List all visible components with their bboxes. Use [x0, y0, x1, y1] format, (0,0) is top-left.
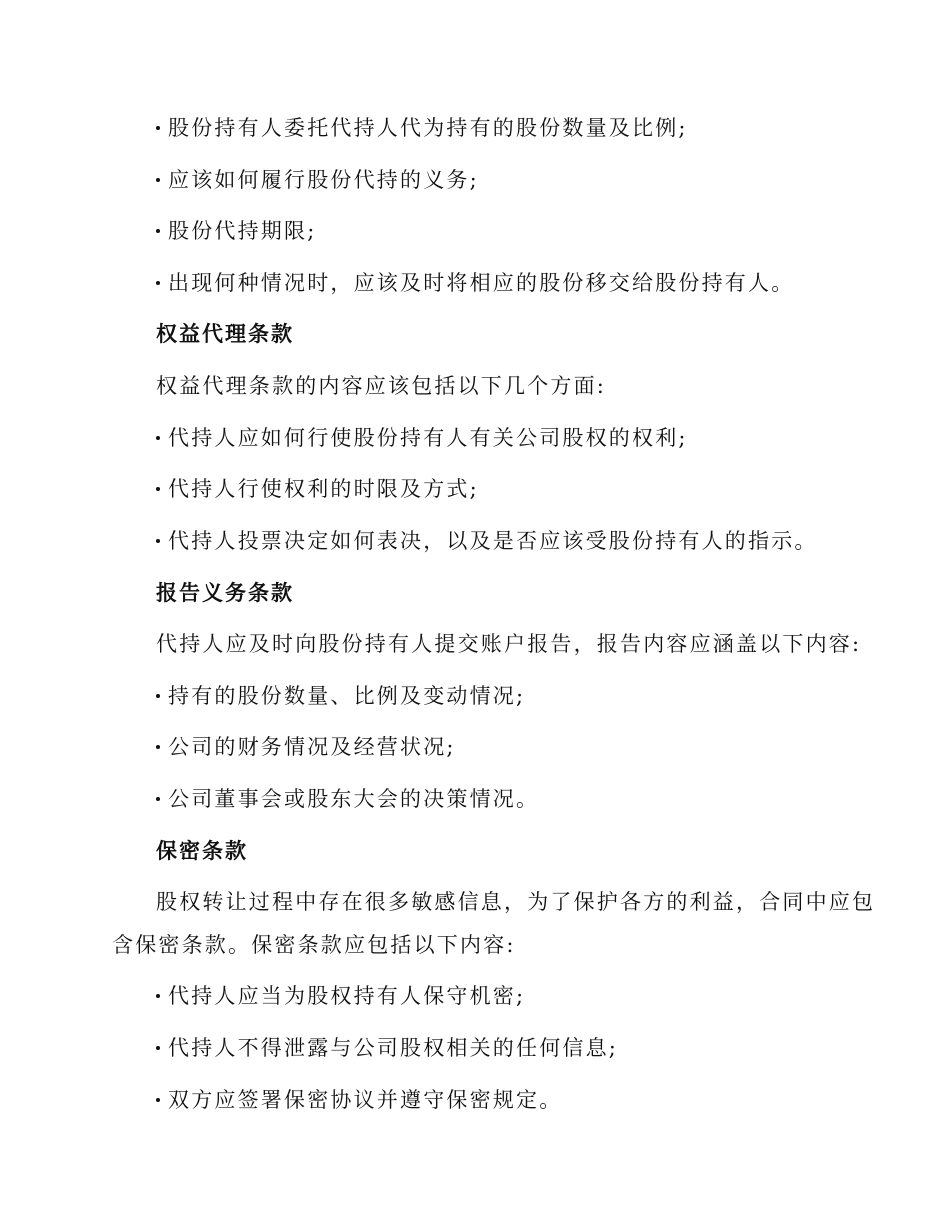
bullet-dot: [156, 126, 160, 130]
paragraph: 代持人应及时向股份持有人提交账户报告，报告内容应涵盖以下内容:: [156, 632, 862, 656]
section-heading: 权益代理条款: [156, 321, 294, 346]
paragraph: 股权转让过程中存在很多敏感信息，为了保护各方的利益，合同中应包: [156, 890, 876, 914]
bullet-dot: [156, 229, 160, 233]
bullet-item: [156, 981, 525, 1011]
paragraph-continuation: 含保密条款。保密条款应包括以下内容:: [112, 933, 516, 957]
bullet-item: [156, 474, 479, 504]
bullet-item: [156, 268, 794, 298]
bullet-item: [156, 113, 688, 143]
bullet-dot: [156, 1046, 160, 1050]
bullet-text: 代持人应当为股权持有人保守机密;: [168, 984, 526, 1008]
bullet-item: [156, 681, 525, 711]
bullet-dot: [156, 694, 160, 698]
section-heading: 保密条款: [156, 838, 248, 863]
bullet-dot: [156, 797, 160, 801]
section-heading: 报告义务条款: [156, 580, 294, 605]
bullet-text: 双方应签署保密协议并遵守保密规定。: [168, 1088, 563, 1112]
bullet-item: [156, 165, 479, 195]
bullet-dot: [156, 487, 160, 491]
bullet-item: [156, 526, 818, 556]
bullet-dot: [156, 281, 160, 285]
bullet-text: 股份代持期限;: [168, 219, 317, 243]
bullet-item: [156, 1033, 618, 1063]
paragraph: 权益代理条款的内容应该包括以下几个方面:: [156, 374, 607, 398]
bullet-item: [156, 216, 316, 246]
bullet-text: 代持人不得泄露与公司股权相关的任何信息;: [168, 1036, 619, 1060]
bullet-text: 代持人投票决定如何表决，以及是否应该受股份持有人的指示。: [168, 529, 818, 553]
bullet-dot: [156, 539, 160, 543]
bullet-item: [156, 1085, 562, 1115]
bullet-text: 代持人应如何行使股份持有人有关公司股权的权利;: [168, 426, 688, 450]
bullet-dot: [156, 745, 160, 749]
bullet-dot: [156, 436, 160, 440]
bullet-text: 代持人行使权利的时限及方式;: [168, 477, 479, 501]
bullet-text: 持有的股份数量、比例及变动情况;: [168, 684, 526, 708]
bullet-dot: [156, 994, 160, 998]
bullet-item: [156, 732, 456, 762]
bullet-text: 股份持有人委托代持人代为持有的股份数量及比例;: [168, 116, 688, 140]
bullet-text: 公司董事会或股东大会的决策情况。: [168, 787, 540, 811]
bullet-dot: [156, 1098, 160, 1102]
bullet-item: [156, 423, 688, 453]
bullet-dot: [156, 178, 160, 182]
bullet-text: 公司的财务情况及经营状况;: [168, 735, 456, 759]
bullet-text: 出现何种情况时，应该及时将相应的股份移交给股份持有人。: [168, 271, 795, 295]
bullet-item: [156, 784, 539, 814]
bullet-text: 应该如何履行股份代持的义务;: [168, 168, 479, 192]
